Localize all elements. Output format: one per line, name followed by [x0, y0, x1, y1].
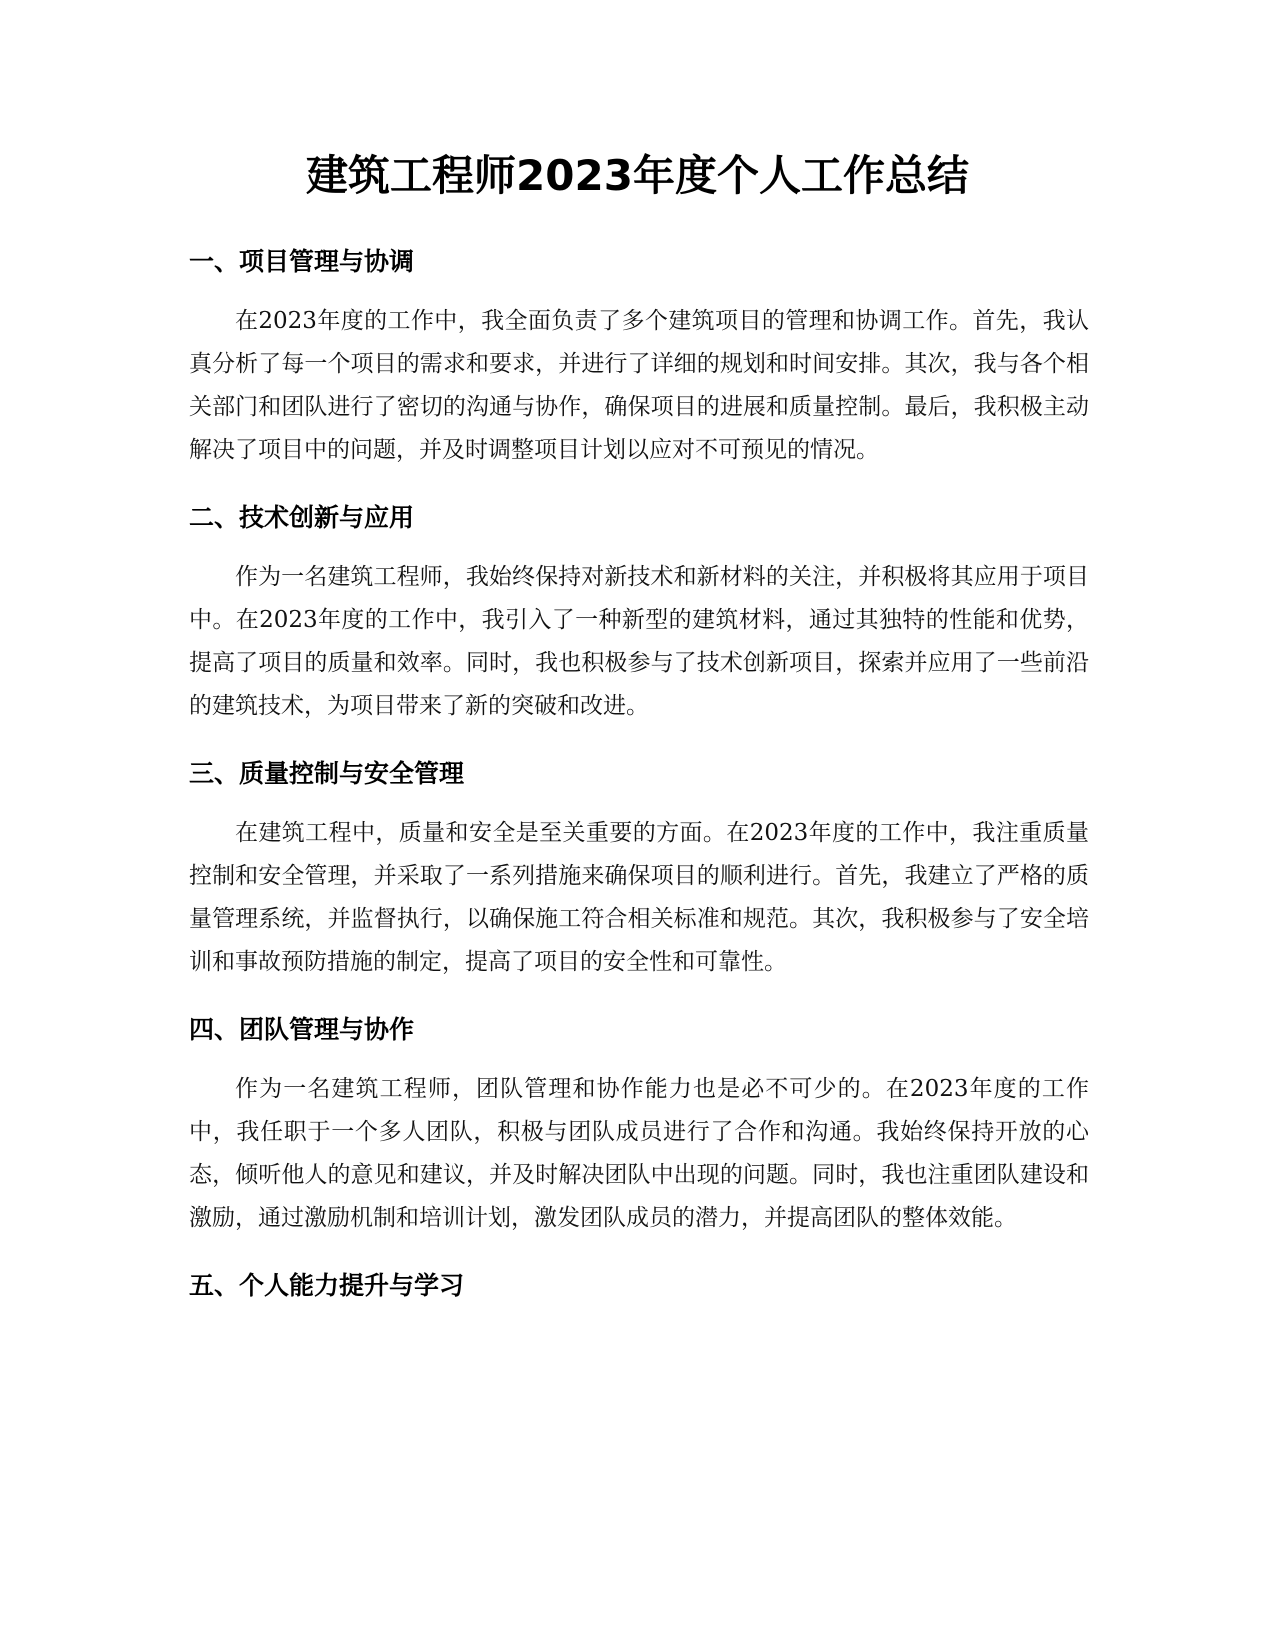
- section-paragraph: 在建筑工程中，质量和安全是至关重要的方面。在2023年度的工作中，我注重质量控制和安全管理，并采取了一系列措施来确保项目的顺利进行。首先，我建立了严格的质量管理系统，并监督执行，以确保施工符合相关标准和规范。其次，我积极参与了安全培训和事故预防措施的制定，提高了项目的安全性和可靠性。: [189, 820, 1089, 975]
- section-project-management: [189, 244, 1089, 472]
- section-technical-innovation: [189, 500, 1089, 728]
- section-heading: 一、项目管理与协调: [189, 247, 415, 276]
- section-paragraph: 作为一名建筑工程师，我始终保持对新技术和新材料的关注，并积极将其应用于项目中。在2023年度的工作中，我引入了一种新型的建筑材料，通过其独特的性能和优势，提高了项目的质量和效率。同时，我也积极参与了技术创新项目，探索并应用了一些前沿的建筑技术，为项目带来了新的突破和改进。: [189, 564, 1089, 719]
- document-title: 建筑工程师2023年度个人工作总结: [306, 151, 969, 200]
- section-personal-growth: [189, 1268, 1089, 1304]
- section-quality-safety: [189, 756, 1089, 984]
- section-heading: 二、技术创新与应用: [189, 503, 415, 532]
- document-content: [189, 244, 1089, 1324]
- section-paragraph: 作为一名建筑工程师，团队管理和协作能力也是必不可少的。在2023年度的工作中，我任职于一个多人团队，积极与团队成员进行了合作和沟通。我始终保持开放的心态，倾听他人的意见和建议，并及时解决团队中出现的问题。同时，我也注重团队建设和激励，通过激励机制和培训计划，激发团队成员的潜力，并提高团队的整体效能。: [189, 1076, 1089, 1231]
- section-paragraph: 在2023年度的工作中，我全面负责了多个建筑项目的管理和协调工作。首先，我认真分析了每一个项目的需求和要求，并进行了详细的规划和时间安排。其次，我与各个相关部门和团队进行了密切的沟通与协作，确保项目的进展和质量控制。最后，我积极主动解决了项目中的问题，并及时调整项目计划以应对不可预见的情况。: [189, 308, 1089, 463]
- section-heading: 四、团队管理与协作: [189, 1015, 415, 1044]
- section-team-management: [189, 1012, 1089, 1240]
- section-heading: 三、质量控制与安全管理: [189, 759, 465, 788]
- section-heading: 五、个人能力提升与学习: [189, 1271, 465, 1300]
